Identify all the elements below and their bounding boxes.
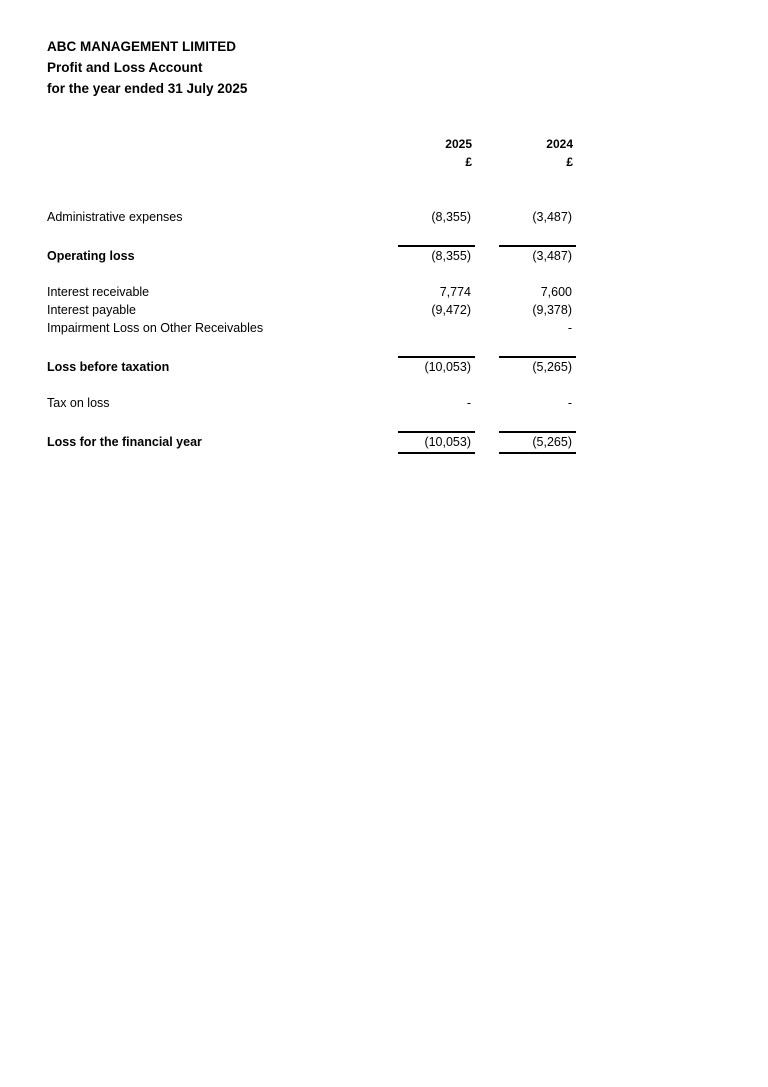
row-label-interest-payable: Interest payable bbox=[47, 303, 136, 317]
value-impairment-loss-2024: - bbox=[567, 321, 572, 335]
value-interest-payable-2024: (9,378) bbox=[532, 303, 572, 317]
value-loss-for-financial-year-2025: (10,053) bbox=[424, 435, 471, 449]
subtotal-rule-before-tax-2025 bbox=[398, 356, 475, 358]
column-year-2025: 2025 bbox=[445, 137, 472, 151]
column-year-2024: 2024 bbox=[546, 137, 573, 151]
value-loss-for-financial-year-2024: (5,265) bbox=[532, 435, 572, 449]
subtotal-rule-final-2024 bbox=[499, 431, 576, 433]
subtotal-rule-operating-2024 bbox=[499, 245, 576, 247]
total-double-rule-2025 bbox=[398, 452, 475, 454]
value-loss-before-taxation-2025: (10,053) bbox=[424, 360, 471, 374]
column-unit-2025: £ bbox=[465, 155, 472, 169]
column-unit-2024: £ bbox=[566, 155, 573, 169]
subtotal-rule-final-2025 bbox=[398, 431, 475, 433]
row-label-operating-loss: Operating loss bbox=[47, 249, 135, 263]
row-label-administrative-expenses: Administrative expenses bbox=[47, 210, 183, 224]
value-tax-on-loss-2025: - bbox=[466, 396, 471, 410]
statement-title: Profit and Loss Account bbox=[47, 60, 203, 75]
value-interest-payable-2025: (9,472) bbox=[431, 303, 471, 317]
value-operating-loss-2025: (8,355) bbox=[431, 249, 471, 263]
company-name: ABC MANAGEMENT LIMITED bbox=[47, 39, 236, 54]
row-label-impairment-loss: Impairment Loss on Other Receivables bbox=[47, 321, 264, 335]
value-interest-receivable-2025: 7,774 bbox=[439, 285, 471, 299]
value-tax-on-loss-2024: - bbox=[567, 396, 572, 410]
row-label-tax-on-loss: Tax on loss bbox=[47, 396, 110, 410]
row-label-interest-receivable: Interest receivable bbox=[47, 285, 150, 299]
total-double-rule-2024 bbox=[499, 452, 576, 454]
row-label-loss-for-financial-year: Loss for the financial year bbox=[47, 435, 202, 449]
value-loss-before-taxation-2024: (5,265) bbox=[532, 360, 572, 374]
row-label-loss-before-taxation: Loss before taxation bbox=[47, 360, 170, 374]
statement-period: for the year ended 31 July 2025 bbox=[47, 81, 248, 96]
value-operating-loss-2024: (3,487) bbox=[532, 249, 572, 263]
subtotal-rule-operating-2025 bbox=[398, 245, 475, 247]
value-interest-receivable-2024: 7,600 bbox=[540, 285, 572, 299]
value-administrative-expenses-2024: (3,487) bbox=[532, 210, 572, 224]
value-administrative-expenses-2025: (8,355) bbox=[431, 210, 471, 224]
subtotal-rule-before-tax-2024 bbox=[499, 356, 576, 358]
